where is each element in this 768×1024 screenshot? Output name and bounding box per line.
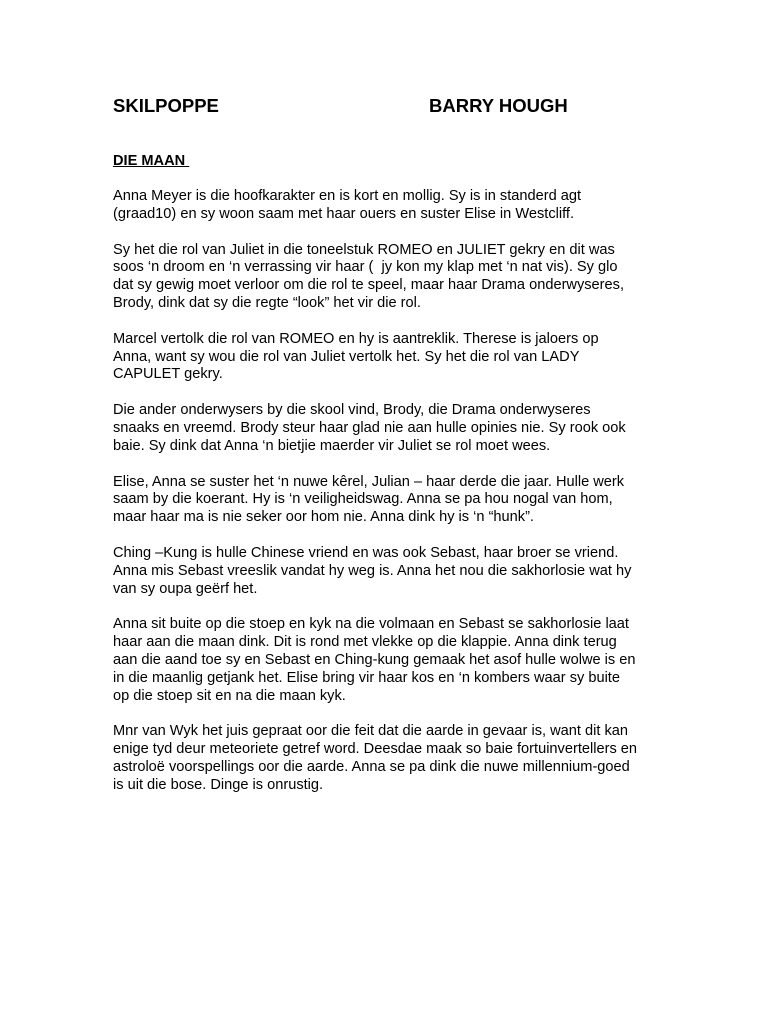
paragraph-line: Mnr van Wyk het juis gepraat oor die feit dat die aarde in gevaar is, want dit kan — [113, 723, 628, 740]
paragraph-line: aan die aand toe sy en Sebast en Ching-kung gemaak het asof hulle wolwe is en — [113, 651, 636, 668]
paragraph-line: snaaks en vreemd. Brody steur haar glad nie aan hulle opinies nie. Sy rook ook — [113, 419, 626, 436]
paragraph-line: Marcel vertolk die rol van ROMEO en hy is aantreklik. Therese is jaloers op — [113, 330, 599, 347]
paragraph-line: CAPULET gekry. — [113, 366, 223, 383]
paragraph-line: Sy het die rol van Juliet in die toneelstuk ROMEO en JULIET gekry en dit was — [113, 241, 615, 258]
paragraph — [113, 188, 658, 224]
paragraph-line: saam by die koerant. Hy is ‘n veiligheidswag. Anna se pa hou nogal van hom, — [113, 491, 613, 508]
paragraph — [113, 474, 658, 527]
book-title: SKILPOPPE — [113, 95, 219, 116]
paragraph-line: op die stoep sit en na die maan kyk. — [113, 687, 346, 704]
paragraph-line: Anna, want sy wou die rol van Juliet vertolk het. Sy het die rol van LADY — [113, 348, 580, 365]
paragraph-line: Die ander onderwysers by die skool vind, Brody, die Drama onderwyseres — [113, 402, 591, 419]
paragraph — [113, 723, 658, 794]
paragraph-line: (graad10) en sy woon saam met haar ouers en suster Elise in Westcliff. — [113, 205, 574, 222]
paragraph-line: Anna sit buite op die stoep en kyk na die volmaan en Sebast se sakhorlosie laat — [113, 616, 629, 633]
paragraph-line: soos ‘n droom en ‘n verrassing vir haar ( jy kon my klap met ‘n nat vis). Sy glo — [113, 259, 618, 276]
paragraph — [113, 331, 658, 384]
paragraph-line: is uit die bose. Dinge is onrustig. — [113, 776, 324, 793]
paragraph-line: in die maanlig getjank het. Elise bring vir haar kos en ‘n kombers waar sy buite — [113, 669, 620, 686]
paragraph-line: enige tyd deur meteoriete getref word. Deesdae maak so baie fortuinvertellers en — [113, 741, 638, 758]
paragraph-line: haar aan die maan dink. Dit is rond met vlekke op die klappie. Anna dink terug — [113, 634, 617, 651]
paragraph-line: Brody, dink dat sy die regte “look” het vir die rol. — [113, 294, 421, 311]
paragraph-line: Anna mis Sebast vreeslik vandat hy weg is. Anna het nou die sakhorlosie wat hy — [113, 562, 632, 579]
chapter-heading: DIE MAAN — [113, 153, 190, 169]
book-author: BARRY HOUGH — [429, 95, 568, 116]
paragraph — [113, 616, 658, 705]
paragraph-line: maar haar ma is nie seker oor hom nie. Anna dink hy is ‘n “hunk”. — [113, 509, 534, 526]
document-header — [113, 94, 658, 118]
paragraph — [113, 402, 658, 455]
paragraph-line: Ching –Kung is hulle Chinese vriend en was ook Sebast, haar broer se vriend. — [113, 544, 619, 561]
paragraph — [113, 545, 658, 598]
paragraph-line: dat sy gewig moet verloor om die rol te speel, maar haar Drama onderwyseres, — [113, 277, 625, 294]
body-text — [113, 188, 658, 795]
document-page — [113, 94, 658, 795]
paragraph-line: Anna Meyer is die hoofkarakter en is kort en mollig. Sy is in standerd agt — [113, 188, 582, 204]
paragraph-line: baie. Sy dink dat Anna ‘n bietjie maerder vir Juliet se rol moet wees. — [113, 437, 551, 454]
paragraph-line: Elise, Anna se suster het ‘n nuwe kêrel, Julian – haar derde die jaar. Hulle werk — [113, 473, 625, 490]
paragraph-line: van sy oupa geërf het. — [113, 580, 258, 597]
paragraph — [113, 242, 658, 313]
paragraph-line: astroloë voorspellings oor die aarde. Anna se pa dink die nuwe millennium-goed — [113, 758, 630, 775]
